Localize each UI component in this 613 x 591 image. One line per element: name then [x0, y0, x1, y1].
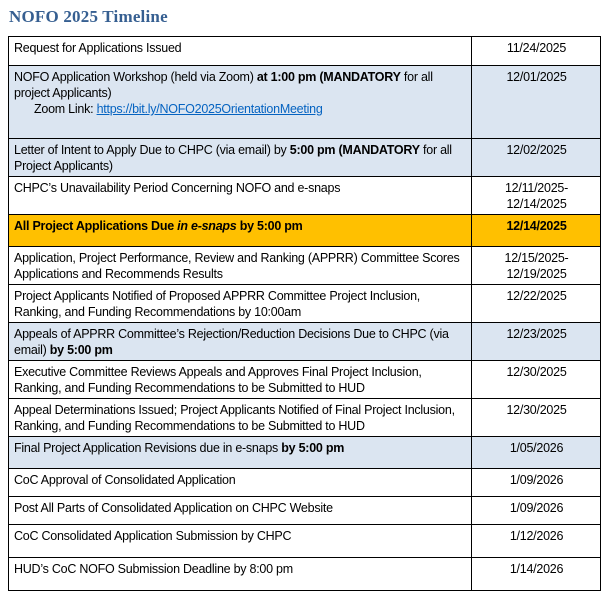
timeline-row: [9, 66, 601, 139]
timeline-row: [9, 285, 601, 323]
event-date-cell: [472, 66, 601, 139]
event-description-cell: [9, 437, 472, 469]
event-description-cell: [9, 37, 472, 66]
event-date: 12/30/2025: [506, 403, 567, 417]
event-text-segment: Post All Parts of Consolidated Application on CHPC Website: [14, 501, 333, 515]
timeline-row: [9, 323, 601, 361]
event-date: 12/11/2025-: [504, 181, 569, 195]
event-text-segment: by 5:00 pm: [281, 441, 345, 455]
event-text-segment: at 1:00 pm (MANDATORY: [256, 70, 401, 84]
event-date: 1/14/2026: [509, 562, 564, 576]
event-date-cell: [472, 285, 601, 323]
event-description-cell: [9, 361, 472, 399]
event-text-segment: Letter of Intent to Apply Due to CHPC (via email) by: [14, 143, 290, 157]
event-text-segment: Appeal Determinations Issued; Project Applicants Notified of Final Project Inclusion, Ranking, and Funding Recommendations to be Submitted to HUD: [14, 403, 455, 433]
nofo-timeline-table: [8, 36, 601, 591]
event-text: [14, 561, 467, 577]
event-description-cell: [9, 66, 472, 139]
event-date-cell: [472, 215, 601, 247]
event-text-segment: NOFO Application Workshop (held via Zoom): [14, 70, 257, 84]
event-text-segment: Request for Applications Issued: [14, 41, 182, 55]
event-date: 12/14/2025: [506, 197, 567, 211]
event-date: 12/01/2025: [506, 70, 567, 84]
event-text-segment: in e-snaps: [177, 219, 237, 233]
timeline-row: [9, 37, 601, 66]
event-text-segment: CoC Approval of Consolidated Application: [14, 473, 236, 487]
event-date-cell: [472, 558, 601, 591]
event-text: [14, 218, 467, 234]
event-date: 12/22/2025: [506, 289, 567, 303]
event-date: 12/19/2025: [506, 267, 567, 281]
timeline-row: [9, 139, 601, 177]
event-date: 12/30/2025: [506, 365, 567, 379]
event-text: [14, 528, 467, 544]
event-text-segment: Application, Project Performance, Review and Ranking (APPRR) Committee Scores Applications and Recommends Results: [14, 251, 460, 281]
event-text-segment: by 5:00 pm: [236, 219, 303, 233]
event-text: [14, 440, 467, 456]
event-description-cell: [9, 399, 472, 437]
event-date-cell: [472, 437, 601, 469]
event-text-segment: Appeals of APPRR Committee’s Rejection/Reduction Decisions Due to CHPC (via email): [14, 327, 449, 357]
event-text: [14, 288, 467, 320]
timeline-row: [9, 558, 601, 591]
event-date-cell: [472, 361, 601, 399]
event-date-cell: [472, 497, 601, 525]
timeline-row: [9, 247, 601, 285]
event-text-segment: Final Project Application Revisions due in e-snaps: [14, 441, 282, 455]
event-description-cell: [9, 215, 472, 247]
event-date: 11/24/2025: [506, 41, 567, 55]
event-description-cell: [9, 558, 472, 591]
event-text-segment: CHPC’s Unavailability Period Concerning NOFO and e-snaps: [14, 181, 341, 195]
event-text-segment: Project Applicants Notified of Proposed APPRR Committee Project Inclusion, Ranking, and Funding Recommendations by 10:00am: [14, 289, 421, 319]
event-text: [14, 500, 467, 516]
event-date: 1/09/2026: [509, 473, 564, 487]
event-date-cell: [472, 247, 601, 285]
event-date-cell: [472, 399, 601, 437]
event-text-segment: by 5:00 pm: [49, 343, 113, 357]
event-description-cell: [9, 177, 472, 215]
event-date-cell: [472, 525, 601, 558]
event-text: [14, 364, 467, 396]
event-date: 1/09/2026: [509, 501, 564, 515]
event-date: 1/12/2026: [509, 529, 564, 543]
event-text: [14, 69, 467, 101]
event-text: [14, 326, 467, 358]
event-date: 12/02/2025: [506, 143, 567, 157]
event-text: [14, 250, 467, 282]
event-text-segment: HUD’s CoC NOFO Submission Deadline by 8:00 pm: [14, 562, 293, 576]
event-date: 1/05/2026: [509, 441, 564, 455]
event-description-cell: [9, 139, 472, 177]
event-description-cell: [9, 323, 472, 361]
event-text: [14, 142, 467, 174]
event-text: [14, 40, 467, 56]
event-description-cell: [9, 497, 472, 525]
timeline-row: [9, 497, 601, 525]
timeline-row: [9, 437, 601, 469]
event-date: 12/23/2025: [506, 327, 567, 341]
timeline-row: [9, 525, 601, 558]
zoom-meeting-link[interactable]: https://bit.ly/NOFO2025OrientationMeeting: [96, 102, 323, 116]
event-text-segment: CoC Consolidated Application Submission by CHPC: [14, 529, 292, 543]
timeline-row: [9, 177, 601, 215]
event-description-cell: [9, 285, 472, 323]
timeline-row: [9, 215, 601, 247]
event-text: [14, 472, 467, 488]
timeline-row: [9, 399, 601, 437]
event-text: [14, 402, 467, 434]
event-text: [14, 101, 467, 117]
event-text-segment: for all project Applicants): [14, 70, 433, 100]
event-date-cell: [472, 139, 601, 177]
page-title: NOFO 2025 Timeline: [9, 7, 168, 26]
event-date: 12/14/2025: [506, 219, 567, 233]
event-text-segment: 5:00 pm (MANDATORY: [289, 143, 420, 157]
event-description-cell: [9, 247, 472, 285]
event-date-cell: [472, 37, 601, 66]
event-description-cell: [9, 469, 472, 497]
timeline-row: [9, 361, 601, 399]
event-text-segment: Zoom Link:: [34, 102, 97, 116]
event-text-segment: for all Project Applicants): [14, 143, 452, 173]
event-description-cell: [9, 525, 472, 558]
event-date-cell: [472, 323, 601, 361]
event-text: [14, 180, 467, 196]
event-date: 12/15/2025-: [504, 251, 569, 265]
event-text-segment: All Project Applications Due: [14, 219, 178, 233]
event-date-cell: [472, 177, 601, 215]
event-date-cell: [472, 469, 601, 497]
event-text-segment: Executive Committee Reviews Appeals and Approves Final Project Inclusion, Ranking, and Funding Recommendations to be Submitted to HUD: [14, 365, 422, 395]
timeline-row: [9, 469, 601, 497]
